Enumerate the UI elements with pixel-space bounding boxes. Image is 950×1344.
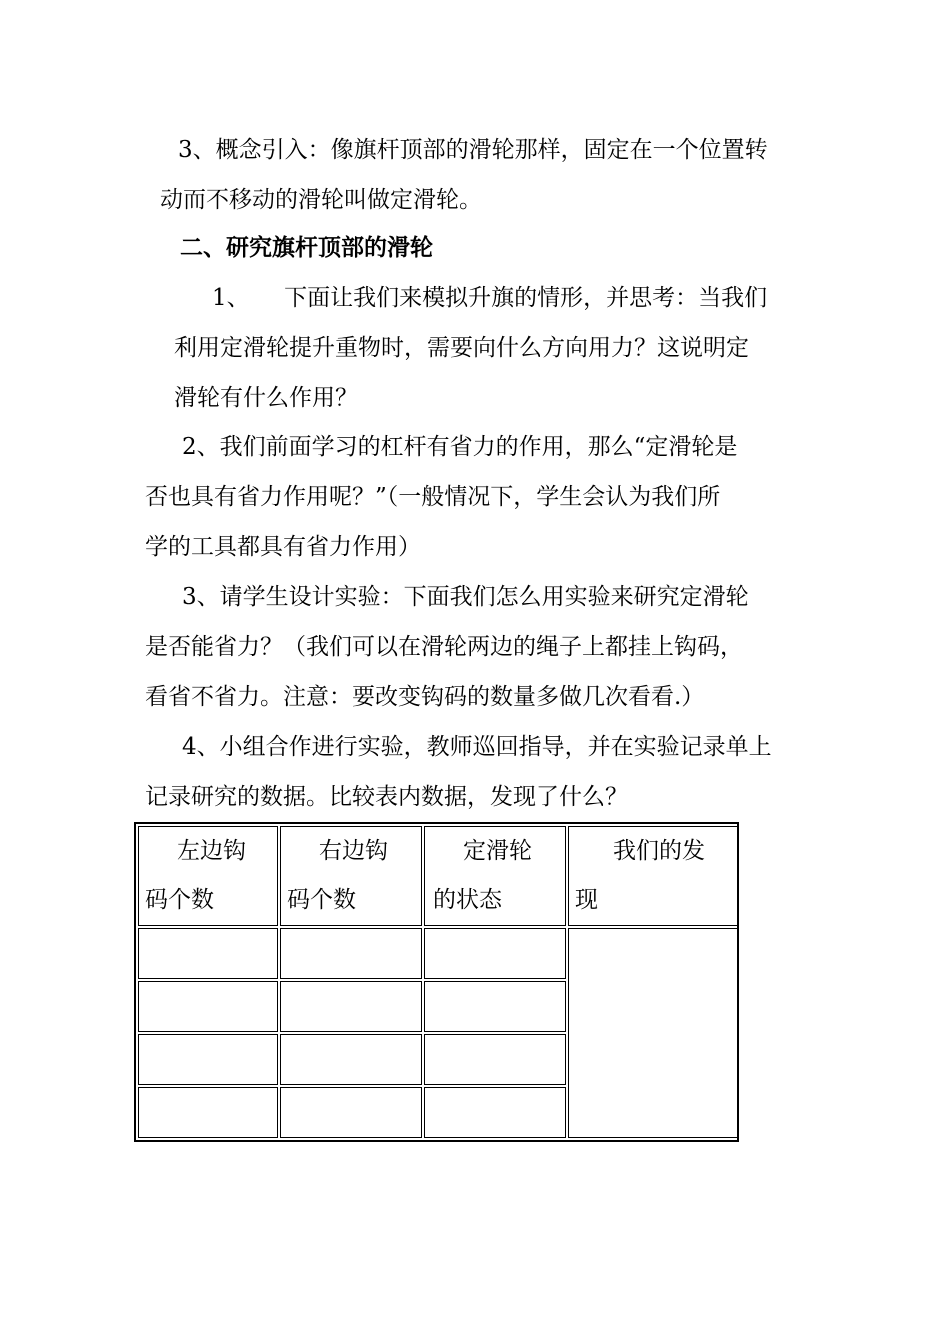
cell-left-count[interactable] xyxy=(138,1034,278,1085)
paragraph-step-1-line-3: 滑轮有什么作用？ xyxy=(174,385,358,411)
cell-pulley-state[interactable] xyxy=(424,1034,566,1085)
section-heading: 二、研究旗杆顶部的滑轮 xyxy=(180,235,433,261)
paragraph-concept-line-2: 动而不移动的滑轮叫做定滑轮。 xyxy=(160,187,482,213)
paragraph-step-1-line-1: 1、 下面让我们来模拟升旗的情形，并思考：当我们 xyxy=(212,285,768,311)
header-left-hook-count: 左边钩 码个数 xyxy=(138,826,278,926)
paragraph-concept-line-1: 3、概念引入：像旗杆顶部的滑轮那样，固定在一个位置转 xyxy=(178,137,768,163)
paragraph-step-3-line-2: 是否能省力？（我们可以在滑轮两边的绳子上都挂上钩码， xyxy=(145,634,743,660)
cell-left-count[interactable] xyxy=(138,1087,278,1138)
table-row xyxy=(138,928,739,979)
cell-left-count[interactable] xyxy=(138,981,278,1032)
record-table-grid xyxy=(136,824,741,1140)
cell-pulley-state[interactable] xyxy=(424,981,566,1032)
header-pulley-state: 定滑轮 的状态 xyxy=(424,826,566,926)
paragraph-step-2-line-3: 学的工具都具有省力作用） xyxy=(145,534,421,560)
header-our-findings: 我们的发 现 xyxy=(568,826,739,926)
cell-pulley-state[interactable] xyxy=(424,1087,566,1138)
header-right-hook-count: 右边钩 码个数 xyxy=(280,826,422,926)
paragraph-step-2-line-1: 2、我们前面学习的杠杆有省力的作用，那么“定滑轮是 xyxy=(182,434,738,460)
experiment-record-table xyxy=(134,822,739,1142)
cell-right-count[interactable] xyxy=(280,1087,422,1138)
paragraph-step-2-line-2: 否也具有省力作用呢？”（一般情况下，学生会认为我们所 xyxy=(145,484,721,510)
cell-right-count[interactable] xyxy=(280,928,422,979)
paragraph-step-1-line-2: 利用定滑轮提升重物时，需要向什么方向用力？这说明定 xyxy=(174,335,749,361)
cell-right-count[interactable] xyxy=(280,981,422,1032)
cell-pulley-state[interactable] xyxy=(424,928,566,979)
paragraph-step-4-line-1: 4、小组合作进行实验，教师巡回指导，并在实验记录单上 xyxy=(182,734,772,760)
cell-right-count[interactable] xyxy=(280,1034,422,1085)
paragraph-step-3-line-1: 3、请学生设计实验：下面我们怎么用实验来研究定滑轮 xyxy=(182,584,749,610)
table-header-row xyxy=(138,826,739,926)
cell-left-count[interactable] xyxy=(138,928,278,979)
cell-findings[interactable] xyxy=(568,928,739,1138)
paragraph-step-4-line-2: 记录研究的数据。比较表内数据，发现了什么？ xyxy=(145,784,628,810)
paragraph-step-3-line-3: 看省不省力。注意：要改变钩码的数量多做几次看看.） xyxy=(145,684,705,710)
